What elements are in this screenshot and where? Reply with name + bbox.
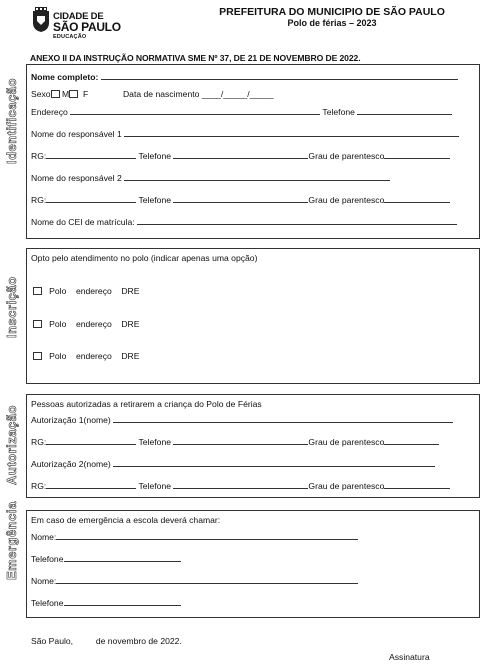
logo-line1: CIDADE DE xyxy=(53,11,104,22)
sexo-checkbox-f[interactable] xyxy=(69,90,78,98)
emergencia-nome-row xyxy=(31,575,358,586)
polo-dre-label: DRE xyxy=(121,351,140,361)
grau-field[interactable] xyxy=(384,194,450,203)
rg-field[interactable] xyxy=(46,194,136,203)
autorizacao1-row xyxy=(31,414,453,425)
polo-option xyxy=(33,351,140,361)
responsavel1-field[interactable] xyxy=(124,128,459,137)
emergencia-intro: Em caso de emergência a escola deverá chamar: xyxy=(31,515,221,525)
telefone-field[interactable] xyxy=(173,436,308,445)
section-label-identificacao: Identificação xyxy=(4,78,19,164)
nome-completo-field[interactable] xyxy=(101,71,458,80)
rg-field[interactable] xyxy=(46,150,136,159)
cei-field[interactable] xyxy=(137,216,457,225)
autorizacao1-field[interactable] xyxy=(113,414,453,423)
document-header xyxy=(180,6,484,29)
telefone-field[interactable] xyxy=(173,480,308,489)
endereco-field[interactable] xyxy=(70,106,320,115)
polo-label: Polo xyxy=(49,351,67,361)
rg-label: RG: xyxy=(31,195,47,205)
emergencia-nome-field[interactable] xyxy=(56,575,358,584)
header-subtitle: Polo de férias – 2023 xyxy=(287,18,377,28)
signature-label: Assinatura xyxy=(389,652,430,662)
autorizacao2-label: Autorização 2(nome) xyxy=(31,459,111,469)
logo-line2: SÃO PAULO xyxy=(53,20,121,34)
polo-label: Polo xyxy=(49,319,67,329)
emergencia-nome-label: Nome: xyxy=(31,576,57,586)
rg-field[interactable] xyxy=(46,436,136,445)
emergencia-telefone-row xyxy=(31,553,181,564)
rg-label: RG: xyxy=(31,481,47,491)
emergencia-telefone-field[interactable] xyxy=(64,553,181,562)
telefone-label: Telefone xyxy=(322,107,355,117)
autorizacao2-rg-row xyxy=(31,480,450,491)
footer-data: de novembro de 2022. xyxy=(95,636,182,646)
nascimento-label: Data de nascimento xyxy=(122,89,200,99)
polo-checkbox[interactable] xyxy=(33,320,42,328)
emergencia-nome-row xyxy=(31,531,358,542)
footer-date xyxy=(31,636,182,646)
polo-endereco-label: endereço xyxy=(75,319,112,329)
telefone-label: Telefone xyxy=(138,481,172,491)
rg-field[interactable] xyxy=(46,480,136,489)
polo-dre-label: DRE xyxy=(121,286,140,296)
responsavel2-field[interactable] xyxy=(124,172,390,181)
polo-label: Polo xyxy=(49,286,67,296)
inscricao-instruction: Opto pelo atendimento no polo (indicar apenas uma opção) xyxy=(31,253,258,263)
responsavel2-row xyxy=(31,172,390,183)
rg-label: RG: xyxy=(31,437,47,447)
grau-label: Grau de parentesco xyxy=(308,437,385,447)
emergencia-telefone-row xyxy=(31,597,181,608)
telefone-label: Telefone xyxy=(138,437,172,447)
autorizacao1-rg-row xyxy=(31,436,439,447)
sexo-f-label: F xyxy=(82,89,89,99)
section-label-autorizacao: Autorização xyxy=(4,405,19,485)
polo-option xyxy=(33,319,140,329)
city-logo xyxy=(32,7,122,43)
emergencia-nome-label: Nome: xyxy=(31,532,57,542)
grau-field[interactable] xyxy=(384,150,450,159)
responsavel1-rg-row xyxy=(31,150,450,161)
grau-label: Grau de parentesco xyxy=(308,195,385,205)
section-autorizacao xyxy=(26,394,480,498)
grau-field[interactable] xyxy=(384,480,450,489)
autorizacao1-label: Autorização 1(nome) xyxy=(31,415,111,425)
polo-option xyxy=(33,286,140,296)
annex-title: ANEXO II DA INSTRUÇÃO NORMATIVA SME Nº 37, DE 21 DE NOVEMBRO DE 2022. xyxy=(30,53,361,63)
polo-endereco-label: endereço xyxy=(75,286,112,296)
responsavel1-label: Nome do responsável 1 xyxy=(31,129,122,139)
sexo-checkbox-m[interactable] xyxy=(51,90,60,98)
responsavel1-row xyxy=(31,128,459,139)
emergencia-telefone-label: Telefone xyxy=(31,598,64,608)
section-label-emergencia: Emergência xyxy=(4,501,19,580)
emergencia-nome-field[interactable] xyxy=(56,531,358,540)
grau-field[interactable] xyxy=(384,436,439,445)
telefone-label: Telefone xyxy=(138,195,172,205)
sexo-row xyxy=(31,89,273,99)
emergencia-telefone-field[interactable] xyxy=(64,597,181,606)
autorizacao-intro: Pessoas autorizadas a retirarem a criança do Polo de Férias xyxy=(31,399,262,409)
endereco-row xyxy=(31,106,452,117)
section-label-inscricao: Inscrição xyxy=(4,276,19,338)
sexo-label: Sexo xyxy=(31,89,51,99)
section-inscricao xyxy=(26,248,480,384)
grau-label: Grau de parentesco xyxy=(308,151,385,161)
telefone-field[interactable] xyxy=(173,194,308,203)
footer-local: São Paulo, xyxy=(31,636,74,646)
grau-label: Grau de parentesco xyxy=(308,481,385,491)
nome-completo-row: Nome completo: xyxy=(31,71,458,82)
header-title: PREFEITURA DO MUNICIPIO DE SÃO PAULO xyxy=(219,6,445,18)
section-identificacao xyxy=(26,64,480,239)
autorizacao2-field[interactable] xyxy=(113,458,435,467)
telefone-label: Telefone xyxy=(138,151,172,161)
cei-row xyxy=(31,216,457,227)
autorizacao2-row xyxy=(31,458,435,469)
nome-completo-label: Nome completo xyxy=(31,72,96,82)
emergencia-telefone-label: Telefone xyxy=(31,554,64,564)
polo-checkbox[interactable] xyxy=(33,352,42,360)
polo-endereco-label: endereço xyxy=(75,351,112,361)
section-emergencia xyxy=(26,510,480,618)
endereco-label: Endereço xyxy=(31,107,68,117)
polo-checkbox[interactable] xyxy=(33,287,42,295)
nascimento-field[interactable]: ____/_____/_____ xyxy=(201,89,274,99)
telefone-field[interactable] xyxy=(357,106,452,115)
rg-label: RG: xyxy=(31,151,47,161)
logo-line3: EDUCAÇÃO xyxy=(53,34,87,40)
city-emblem-icon xyxy=(32,7,50,33)
responsavel2-label: Nome do responsável 2 xyxy=(31,173,122,183)
responsavel2-rg-row xyxy=(31,194,450,205)
cei-label: Nome do CEI de matrícula: xyxy=(31,217,135,227)
sexo-m-label: M xyxy=(61,89,70,99)
telefone-field[interactable] xyxy=(173,150,308,159)
polo-dre-label: DRE xyxy=(121,319,140,329)
